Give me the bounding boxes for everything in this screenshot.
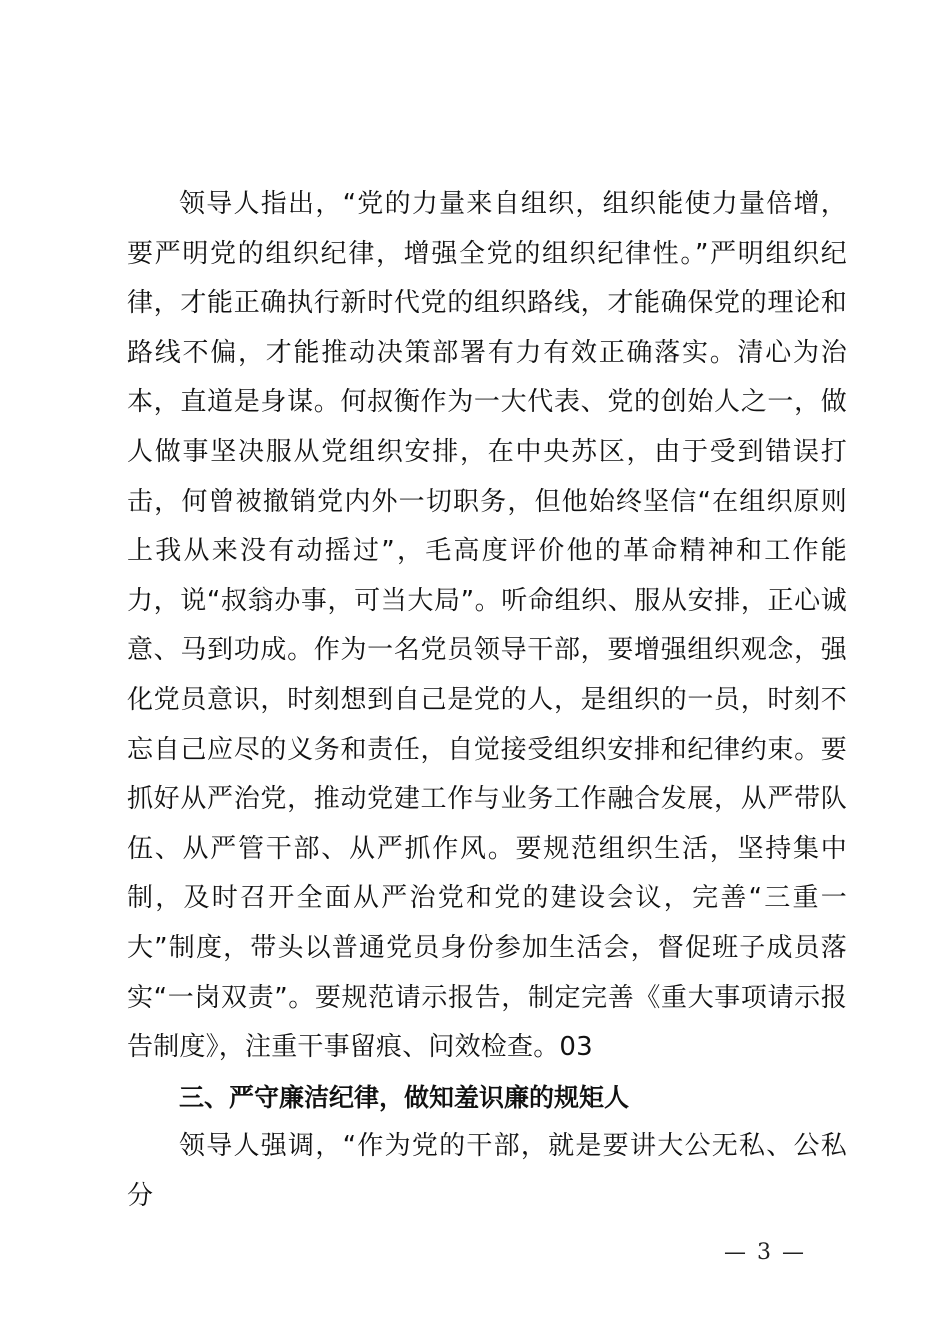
body-paragraph: 领导人指出，“党的力量来自组织，组织能使力量倍增，要严明党的组织纪律，增强全党的组织纪律性。”严明组织纪律，才能正确执行新时代党的组织路线，才能确保党的理论和路线不偏，才能推动决策部署有力有效正确落实。清心为治本，直道是身谋。何叔衡作为一大代表、党的创始人之一，做人做事坚决服从党组织安排，在中央苏区，由于受到错误打击，何曾被撤销党内外一切职务，但他始终坚信“在组织原则上我从来没有动摇过”，毛高度评价他的革命精神和工作能力，说“叔翁办事，可当大局”。听命组织、服从安排，正心诚意、马到功成。作为一名党员领导干部，要增强组织观念，强化党员意识，时刻想到自己是党的人，是组织的一员，时刻不忘自己应尽的义务和责任，自觉接受组织安排和纪律约束。要抓好从严治党，推动党建工作与业务工作融合发展，从严带队伍、从严管干部、从严抓作风。要规范组织生活，坚持集中制，及时召开全面从严治党和党的建设会议，完善“三重一大”制度，带头以普通党员身份参加生活会，督促班子成员落实“一岗双责”。要规范请示报告，制定完善《重大事项请示报告制度》，注重干事留痕、问效检查。03 <box>127 189 847 1063</box>
body-paragraph-continued: 领导人强调，“作为党的干部，就是要讲大公无私、公私分 <box>127 1131 847 1211</box>
document-body <box>127 180 847 1221</box>
page-number: — 3 — <box>724 1240 806 1265</box>
section-heading: 三、严守廉洁纪律，做知羞识廉的规矩人 <box>179 1082 630 1112</box>
